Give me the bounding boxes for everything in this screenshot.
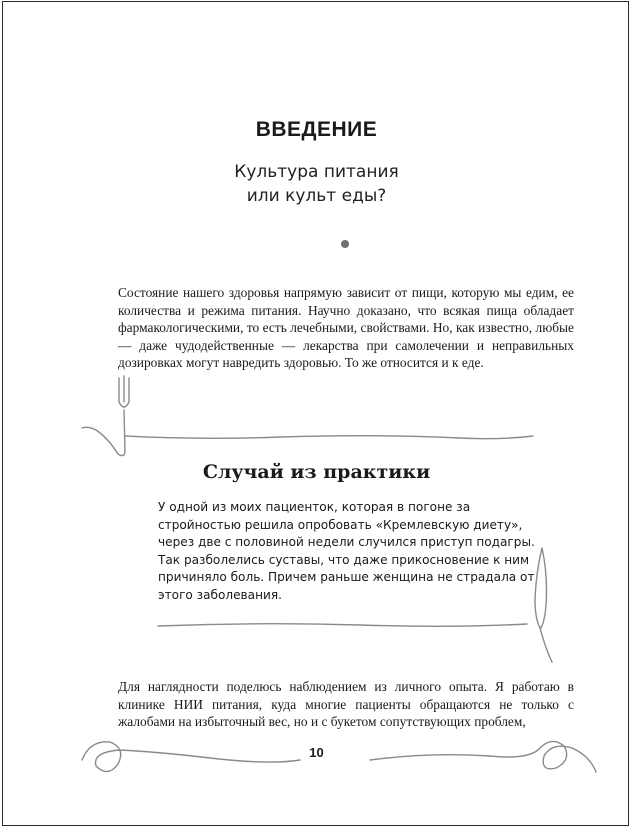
case-paragraph: У одной из моих пациенток, которая в погоне за стройностью решила опробовать «Кремлевскую диету», через две с половиной недели случился приступ подагры. Так разболелись суставы, что даже прикосновение к ним причиняло боль. Причем раньше женщина не страдала от этого заболевания. — [158, 500, 535, 602]
top-divider-line — [125, 436, 533, 439]
fork-icon — [82, 376, 129, 456]
page-number: 10 — [309, 745, 324, 760]
knife-icon — [535, 548, 552, 662]
chapter-title: ВВЕДЕНИЕ — [255, 118, 378, 141]
intro-paragraph: Состояние нашего здоровья напрямую зависит от пищи, которую мы едим, ее количества и режима питания. Научно доказано, что всякая пища обладает фармакологическими, то есть лечебными, свойствами. Но, как известно, любые — даже чудодейственные — лекарства при самолечении и неправильных дозировках могут навредить здоровью. То же относится и к еде. — [118, 285, 574, 370]
closing-paragraph: Для наглядности поделюсь наблюдением из личного опыта. Я работаю в клинике НИИ питания, куда многие пациенты обращаются не только с жалобами на избыточный вес, но и с букетом сопутствующих проблем, — [118, 679, 574, 729]
subtitle-line-2: или культ еды? — [246, 186, 387, 206]
bottom-divider-line — [158, 624, 527, 627]
subtitle-line-1: Культура питания — [234, 162, 399, 182]
case-heading: Случай из практики — [202, 461, 431, 483]
